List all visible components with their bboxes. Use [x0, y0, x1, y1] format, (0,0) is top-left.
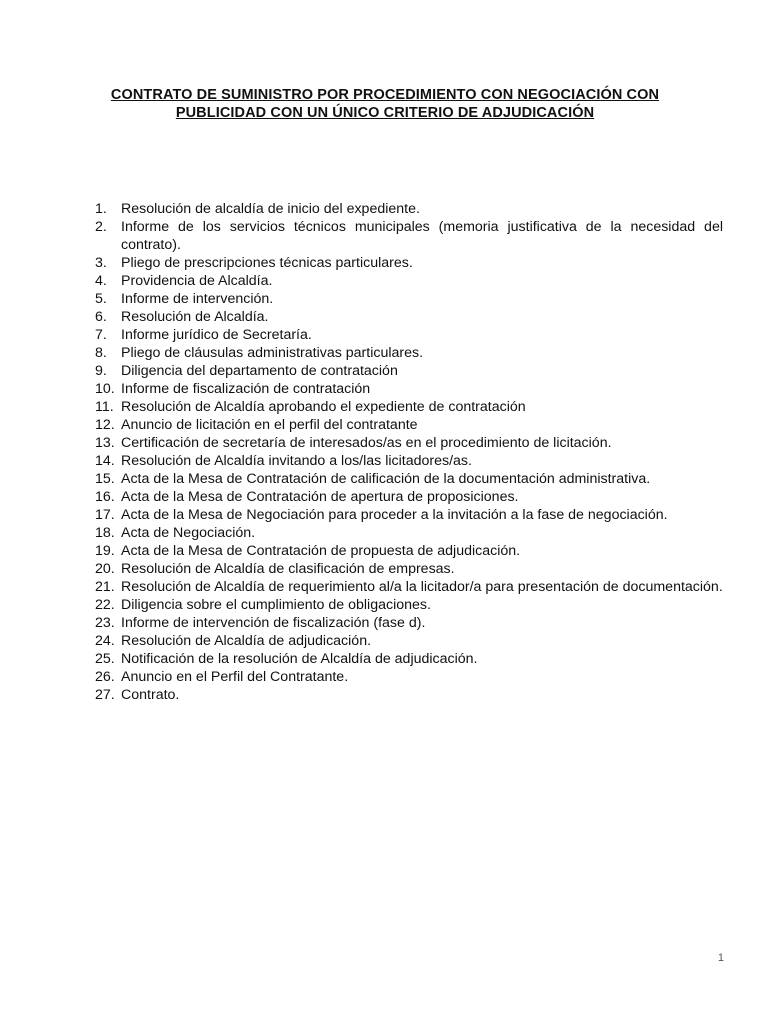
list-item-number: 24. — [95, 633, 115, 649]
list-item — [95, 380, 723, 398]
list-item-text: Diligencia del departamento de contratación — [121, 363, 398, 379]
list-item — [95, 686, 723, 704]
list-item-number: 13. — [95, 435, 115, 451]
list-item — [95, 344, 723, 362]
list-item — [95, 614, 723, 632]
list-item-number: 4. — [95, 273, 107, 289]
list-item-text: Acta de Negociación. — [121, 525, 256, 541]
list-item-text: Informe de intervención. — [121, 291, 274, 307]
list-item-number: 8. — [95, 345, 107, 361]
list-item-text: Acta de la Mesa de Negociación para proceder a la invitación a la fase de negociación. — [121, 507, 668, 523]
list-item-number: 9. — [95, 363, 107, 379]
list-item-text: Providencia de Alcaldía. — [121, 273, 273, 289]
list-item-number: 12. — [95, 417, 115, 433]
list-item-number: 25. — [95, 651, 115, 667]
list-item-number: 1. — [95, 201, 107, 217]
list-item — [95, 434, 723, 452]
list-item — [95, 578, 723, 596]
list-item — [95, 254, 723, 272]
list-item — [95, 308, 723, 326]
list-item-text: Anuncio en el Perfil del Contratante. — [121, 669, 349, 685]
list-item — [95, 272, 723, 290]
list-item — [95, 398, 723, 416]
list-item — [95, 326, 723, 344]
document-title — [60, 86, 710, 122]
list-item-text: Certificación de secretaría de interesados/as en el procedimiento de licitación. — [121, 435, 612, 451]
list-item — [95, 542, 723, 560]
list-item-text: Resolución de Alcaldía de requerimiento al/a la licitador/a para presentación de documentación. — [121, 579, 723, 595]
list-item-text: Resolución de Alcaldía aprobando el expediente de contratación — [121, 399, 526, 415]
document-list — [95, 200, 723, 704]
list-item-text: Pliego de cláusulas administrativas particulares. — [121, 345, 424, 361]
list-item — [95, 452, 723, 470]
list-item-text: Anuncio de licitación en el perfil del contratante — [121, 417, 418, 433]
list-item — [95, 668, 723, 686]
list-item-number: 6. — [95, 309, 107, 325]
page-number: 1 — [717, 952, 724, 964]
list-item — [95, 290, 723, 308]
list-item-text: Acta de la Mesa de Contratación de propuesta de adjudicación. — [121, 543, 521, 559]
list-item-number: 14. — [95, 453, 115, 469]
list-item-number: 10. — [95, 381, 115, 397]
list-item-number: 26. — [95, 669, 115, 685]
list-item — [95, 560, 723, 578]
list-item-text: Resolución de alcaldía de inicio del expediente. — [121, 201, 420, 217]
list-item-number: 19. — [95, 543, 115, 559]
list-item-text: Acta de la Mesa de Contratación de apertura de proposiciones. — [121, 489, 519, 505]
list-item-number: 3. — [95, 255, 107, 271]
list-item-number: 7. — [95, 327, 107, 343]
list-item — [95, 506, 723, 524]
list-item-number: 20. — [95, 561, 115, 577]
list-item-number: 18. — [95, 525, 115, 541]
list-item-number: 17. — [95, 507, 115, 523]
list-item — [95, 218, 723, 254]
list-item-text: Contrato. — [121, 687, 180, 703]
list-item-number: 16. — [95, 489, 115, 505]
list-item-text: Informe jurídico de Secretaría. — [121, 327, 312, 343]
list-item — [95, 524, 723, 542]
list-item — [95, 362, 723, 380]
list-item — [95, 470, 723, 488]
list-item-number: 5. — [95, 291, 107, 307]
list-item-text: Notificación de la resolución de Alcaldía de adjudicación. — [121, 651, 478, 667]
list-item-number: 22. — [95, 597, 115, 613]
list-item-number: 21. — [95, 579, 115, 595]
list-item-number: 15. — [95, 471, 115, 487]
list-item-number: 2. — [95, 219, 107, 235]
list-item-text: Resolución de Alcaldía de adjudicación. — [121, 633, 372, 649]
list-item-number: 27. — [95, 687, 115, 703]
list-item — [95, 596, 723, 614]
list-item-text: Pliego de prescripciones técnicas particulares. — [121, 255, 413, 271]
list-item — [95, 416, 723, 434]
list-item-text: Informe de intervención de fiscalización (fase d). — [121, 615, 426, 631]
list-item-text: Resolución de Alcaldía invitando a los/las licitadores/as. — [121, 453, 472, 469]
list-item-text: Resolución de Alcaldía. — [121, 309, 269, 325]
list-item-text: Resolución de Alcaldía de clasificación de empresas. — [121, 561, 455, 577]
list-item — [95, 650, 723, 668]
title-line-2: PUBLICIDAD CON UN ÚNICO CRITERIO DE ADJUDICACIÓN — [175, 105, 595, 121]
title-line-1: CONTRATO DE SUMINISTRO POR PROCEDIMIENTO CON NEGOCIACIÓN CON — [110, 87, 660, 103]
list-item-number: 23. — [95, 615, 115, 631]
list-item-text: Acta de la Mesa de Contratación de calificación de la documentación administrativa. — [121, 471, 651, 487]
list-item-number: 11. — [95, 399, 114, 415]
list-item-text: Informe de fiscalización de contratación — [121, 381, 371, 397]
list-item — [95, 200, 723, 218]
list-item — [95, 488, 723, 506]
list-item-text: Informe de los servicios técnicos municipales (memoria justificativa de la necesidad del contrato). — [121, 219, 723, 253]
list-item — [95, 632, 723, 650]
list-item-text: Diligencia sobre el cumplimiento de obligaciones. — [121, 597, 431, 613]
